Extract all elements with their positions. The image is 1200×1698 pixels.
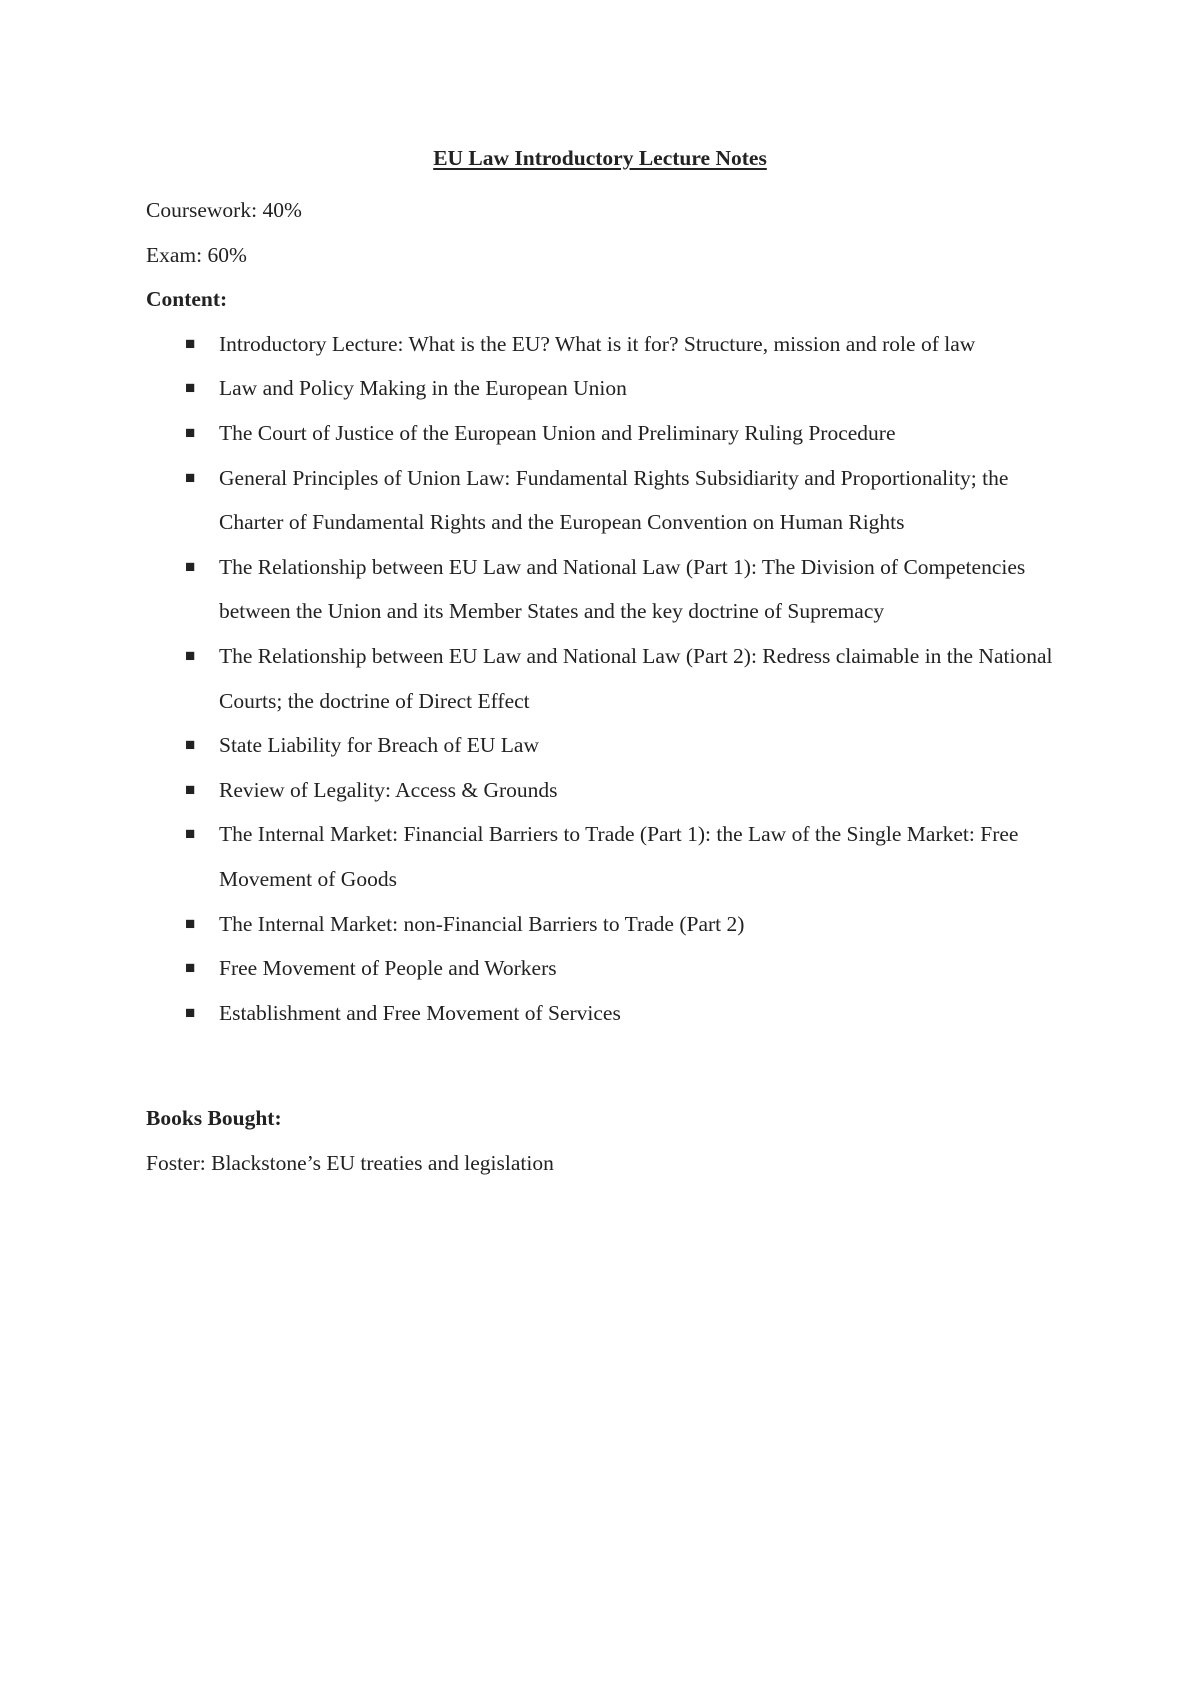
list-item [146, 812, 1066, 901]
books-text: Foster: Blackstone’s EU treaties and legislation [146, 1150, 554, 1175]
list-item [146, 634, 1066, 723]
list-item-text: Establishment and Free Movement of Services [219, 1000, 621, 1025]
list-item-text: The Court of Justice of the European Union and Preliminary Ruling Procedure [219, 420, 896, 445]
bullet-icon: ■ [185, 824, 196, 844]
list-item-text: State Liability for Breach of EU Law [219, 733, 540, 758]
list-item [146, 723, 1066, 768]
list-item-text: The Relationship between EU Law and National Law (Part 2): Redress claimable in the National Courts; the doctrine of Direct Effect [219, 643, 1053, 713]
list-item-text: General Principles of Union Law: Fundamental Rights Subsidiarity and Proportionality; the Charter of Fundamental Rights and the European Convention on Human Rights [219, 465, 1009, 535]
exam-line: Exam: 60% [146, 242, 247, 267]
bullet-icon: ■ [185, 333, 196, 353]
list-item [146, 322, 1066, 367]
list-item-text: Law and Policy Making in the European Union [219, 376, 627, 401]
bullet-icon: ■ [185, 913, 196, 933]
document-title: EU Law Introductory Lecture Notes [433, 146, 767, 170]
coursework-line: Coursework: 40% [146, 198, 302, 222]
books-heading: Books Bought: [146, 1106, 282, 1131]
list-item [146, 902, 1066, 947]
list-item [146, 411, 1066, 456]
list-item [146, 991, 1066, 1036]
bullet-icon: ■ [185, 645, 196, 665]
bullet-icon: ■ [185, 422, 196, 442]
list-item-text: The Internal Market: non-Financial Barriers to Trade (Part 2) [219, 911, 745, 936]
content-list [146, 322, 1066, 1036]
bullet-icon: ■ [185, 779, 196, 799]
section-spacer [146, 1035, 1066, 1096]
list-item-text: Introductory Lecture: What is the EU? What is it for? Structure, mission and role of law [219, 331, 976, 356]
bullet-icon: ■ [185, 1002, 196, 1022]
bullet-icon: ■ [185, 378, 196, 398]
list-item-text: The Relationship between EU Law and National Law (Part 1): The Division of Competencies between the Union and its Member States and the key doctrine of Supremacy [219, 554, 1026, 624]
list-item [146, 456, 1066, 545]
list-item-text: The Internal Market: Financial Barriers to Trade (Part 1): the Law of the Single Market: Free Movement of Goods [219, 822, 1019, 891]
bullet-icon: ■ [185, 958, 196, 978]
list-item-text: Review of Legality: Access & Grounds [219, 777, 558, 802]
list-item [146, 768, 1066, 813]
list-item [146, 366, 1066, 411]
list-item [146, 545, 1066, 634]
document-body [146, 188, 1066, 1185]
bullet-icon: ■ [185, 467, 196, 487]
bullet-icon: ■ [185, 556, 196, 576]
content-heading: Content: [146, 287, 228, 312]
list-item-text: Free Movement of People and Workers [219, 956, 557, 981]
bullet-icon: ■ [185, 735, 196, 755]
list-item [146, 946, 1066, 991]
